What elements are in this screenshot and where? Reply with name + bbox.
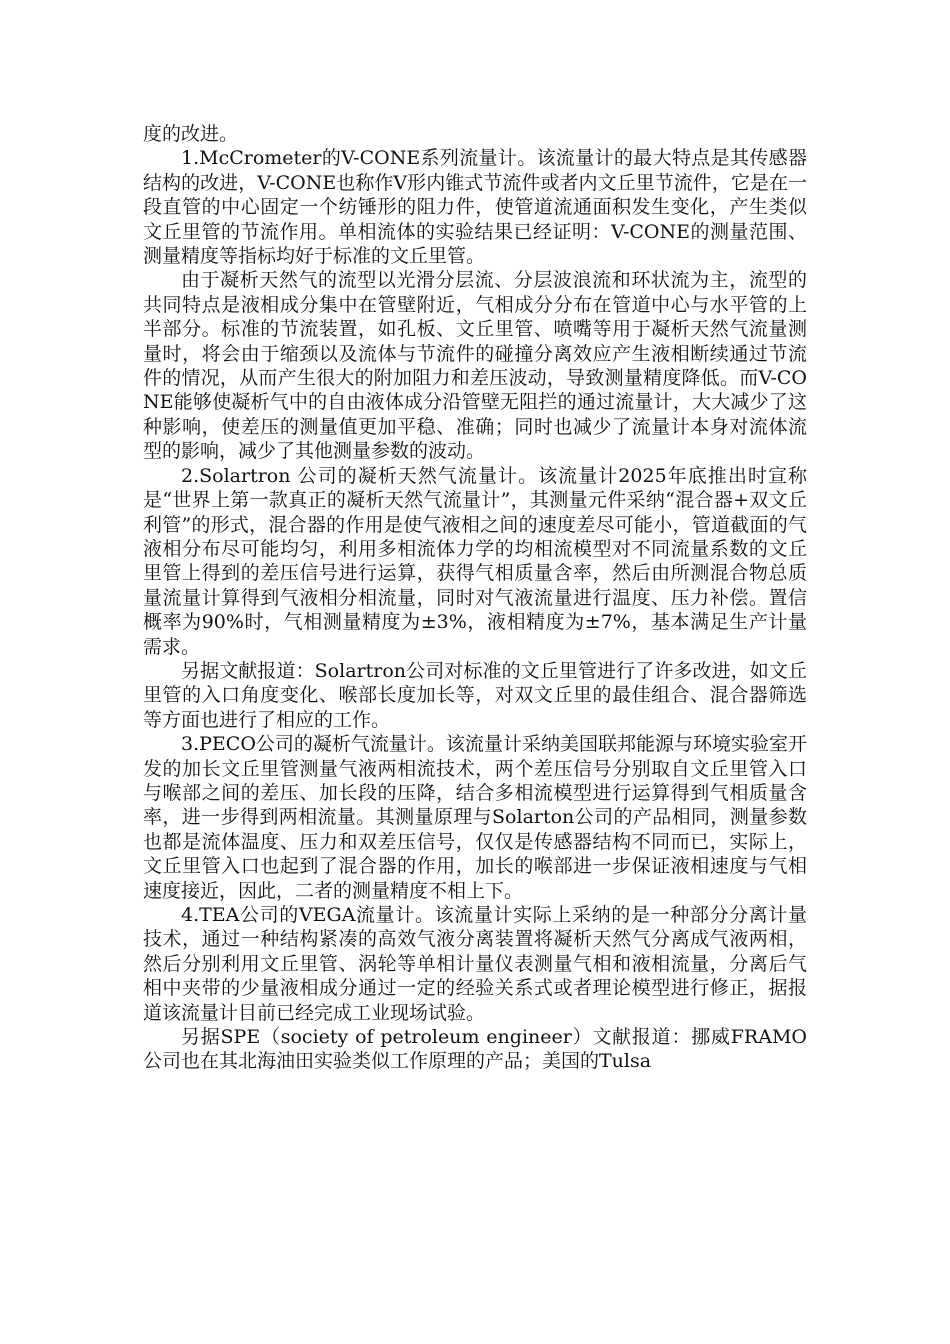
paragraph-solartron: 2.Solartron 公司的凝析天然气流量计。该流量计2025年底推出时宣称是“世界上第一款真正的凝析天然气流量计”，其测量元件采纳“混合器+双文丘利管”的形式，混合器的作用是使气液相之间的速度差尽可能小，管道截面的气液相分布尽可能均匀，利用多相流体力学的均相流模型对不同流量系数的文丘里管上得到的差压信号进行运算，获得气相质量含率，然后由所测混合物总质量流量计算得到气液相分相流量，同时对气液流量进行温度、压力补偿。置信概率为90%时，气相测量精度为±3%，液相精度为±7%，基本满足生产计量需求。 — [143, 464, 807, 658]
paragraph-tea-vega: 4.TEA公司的VEGA流量计。该流量计实际上采纳的是一种部分分离计量技术，通过一种结构紧凑的高效气液分离装置将凝析天然气分离成气液两相，然后分别利用文丘里管、涡轮等单相计量仪表测量气相和液相流量，分离后气相中夹带的少量液相成分通过一定的经验关系式或者理论模型进行修正，据报道该流量计目前已经完成工业现场试验。 — [143, 904, 807, 1024]
paragraph-solartron-report: 另据文献报道：Solartron公司对标准的文丘里管进行了许多改进，如文丘里管的入口角度变化、喉部长度加长等，对双文丘里的最佳组合、混合器筛选等方面也进行了相应的工作。 — [143, 659, 807, 731]
paragraph-peco: 3.PECO公司的凝析气流量计。该流量计采纳美国联邦能源与环境实验室开发的加长文丘里管测量气液两相流技术，两个差压信号分别取自文丘里管入口与喉部之间的差压、加长段的压降，结合多相流模型进行运算得到气相质量含率，进一步得到两相流量。其测量原理与Solarton公司的产品相同，测量参数也都是流体温度、压力和双差压信号，仅仅是传感器结构不同而已，实际上，文丘里管入口也起到了混合器的作用，加长的喉部进一步保证液相速度与气相速度接近，因此，二者的测量精度不相上下。 — [143, 733, 807, 902]
body-text — [143, 122, 807, 1074]
paragraph-continuation: 度的改进。 — [143, 123, 239, 145]
paragraph-flow-pattern: 由于凝析天然气的流型以光滑分层流、分层波浪流和环状流为主，流型的共同特点是液相成分集中在管壁附近，气相成分分布在管道中心与水平管的上半部分。标准的节流装置，如孔板、文丘里管、喷嘴等用于凝析天然气流量测量时，将会由于缩颈以及流体与节流件的碰撞分离效应产生液相断续通过节流件的情况，从而产生很大的附加阻力和差压波动，导致测量精度降低。而V-CONE能够使凝析气中的自由液体成分沿管壁无阻拦的通过流量计，大大减少了这种影响，使差压的测量值更加平稳、准确；同时也减少了流量计本身对流体流型的影响，减少了其他测量参数的波动。 — [143, 269, 807, 463]
paragraph-spe-report: 另据SPE（society of petroleum engineer）文献报道：挪威FRAMO公司也在其北海油田实验类似工作原理的产品；美国的Tulsa — [143, 1026, 807, 1073]
paragraph-vcone: 1.McCrometer的V-CONE系列流量计。该流量计的最大特点是其传感器结构的改进，V-CONE也称作V形内锥式节流件或者内文丘里节流件，它是在一段直管的中心固定一个纺锤形的阻力件，使管道流通面积发生变化，产生类似文丘里管的节流作用。单相流体的实验结果已经证明：V-CONE的测量范围、测量精度等指标均好于标准的文丘里管。 — [143, 147, 807, 268]
